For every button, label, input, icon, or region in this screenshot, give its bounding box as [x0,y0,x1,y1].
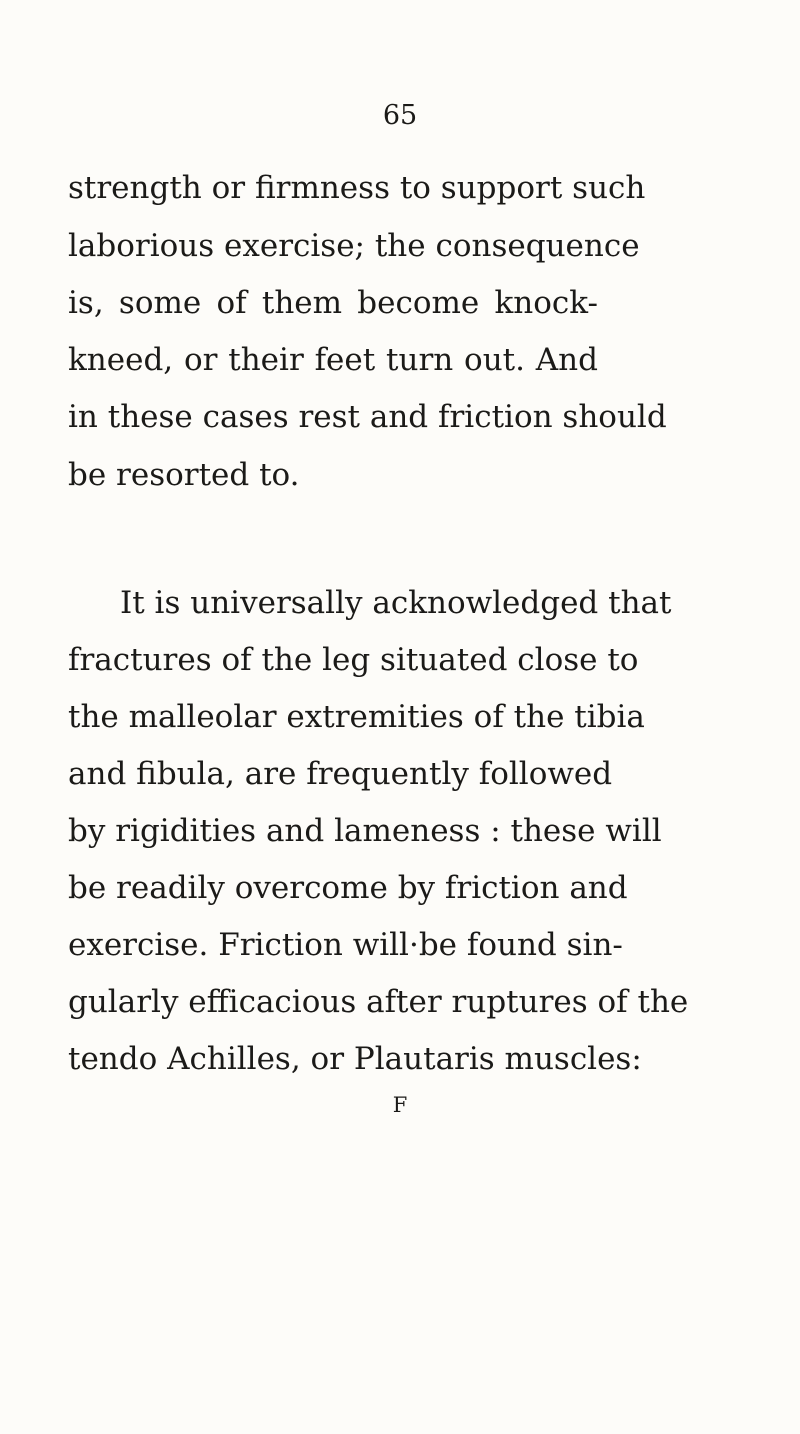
text-line: fractures of the leg situated close to [68,642,639,678]
text-line: It is universally acknowledged that [120,585,672,621]
text-line: is, some of them become knock- [68,285,598,321]
text-line: exercise. Friction will·be found sin- [68,927,623,963]
text-line: laborious exercise; the consequence [68,228,640,264]
text-line: in these cases rest and friction should [68,399,667,435]
text-line: the malleolar extremities of the tibia [68,699,645,735]
text-line: tendo Achilles, or Plautaris muscles: [68,1041,642,1077]
signature-mark: F [392,1093,408,1117]
text-line: gularly efficacious after ruptures of the [68,984,689,1020]
text-line: by rigidities and lameness : these will [68,813,662,849]
text-line: kneed, or their feet turn out. And [68,342,598,378]
text-line: be readily overcome by friction and [68,870,628,906]
text-line: strength or firmness to support such [68,170,646,206]
text-line: be resorted to. [68,457,300,493]
page-number: 65 [382,100,418,131]
text-line: and fibula, are frequently followed [68,756,613,792]
